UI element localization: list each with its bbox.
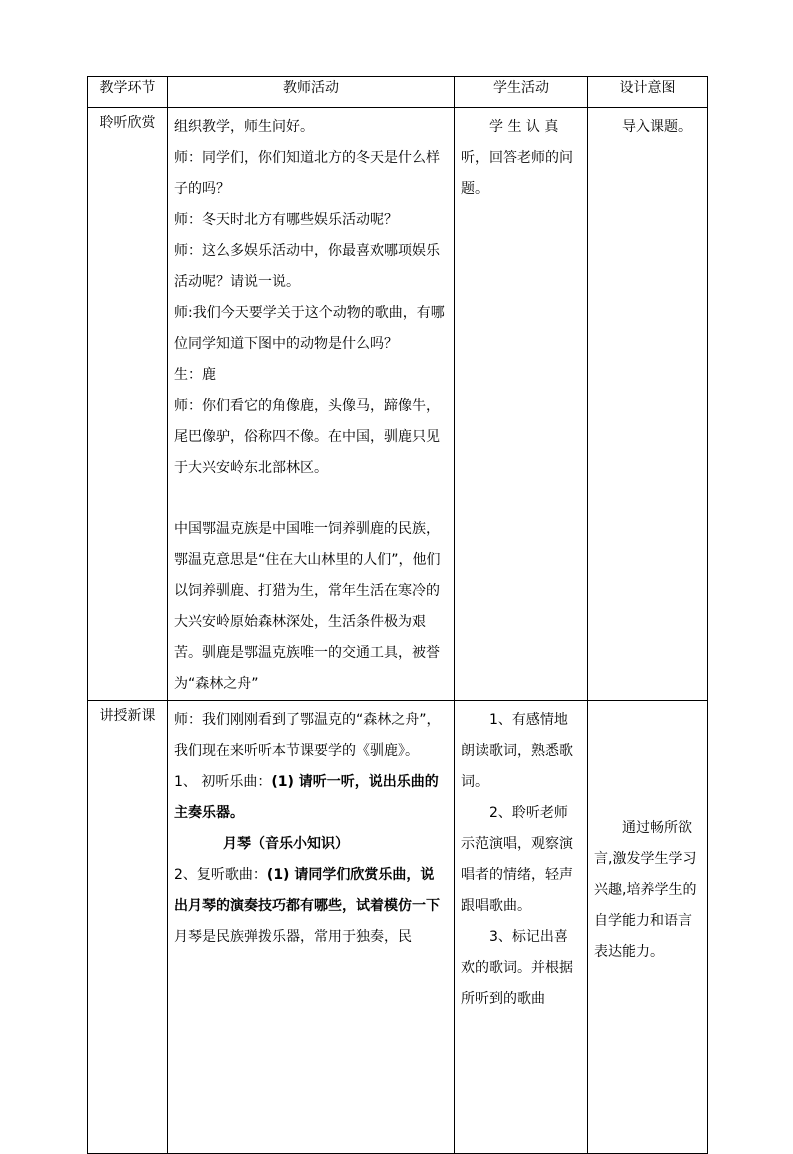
teacher-step-1 bbox=[174, 767, 448, 829]
header-teacher-activity: 教师活动 bbox=[168, 77, 455, 108]
table-header-row bbox=[88, 77, 708, 108]
lesson-plan-table bbox=[87, 76, 708, 1154]
intent-text: 通过畅所欲言,激发学生学习兴趣,培养学生的自学能力和语言表达能力。 bbox=[594, 820, 697, 960]
student-line: 1、有感情地朗读歌词，熟悉歌词。 bbox=[461, 712, 573, 790]
step-task: (1) 请同学们欣赏乐曲，说出月琴的演奏技巧都有哪些，试着模仿一下 bbox=[174, 867, 440, 914]
step-task: (1) 请听一听，说出乐曲的主奏乐器。 bbox=[174, 774, 439, 821]
header-student-activity: 学生活动 bbox=[455, 77, 588, 108]
student-activity-cell bbox=[455, 701, 588, 1154]
teacher-line: 组织教学，师生问好。 bbox=[174, 119, 314, 135]
teacher-activity-cell bbox=[168, 701, 455, 1154]
teacher-line: 师：同学们，你们知道北方的冬天是什么样子的吗？ bbox=[174, 150, 440, 197]
teacher-line: 师：这么多娱乐活动中，你最喜欢哪项娱乐活动呢？请说一说。 bbox=[174, 243, 440, 290]
teacher-line: 月琴是民族弹拨乐器，常用于独奏，民 bbox=[174, 929, 412, 945]
teacher-line: 生：鹿 bbox=[174, 367, 216, 383]
teacher-line: 师：冬天时北方有哪些娱乐活动呢？ bbox=[174, 212, 398, 228]
student-line: 2、聆听老师示范演唱，观察演唱者的情绪，轻声跟唱歌曲。 bbox=[461, 805, 573, 914]
teacher-subnote: 月琴（音乐小知识） bbox=[223, 836, 349, 852]
table-row bbox=[88, 701, 708, 1154]
teacher-step-2 bbox=[174, 860, 448, 922]
table-row bbox=[88, 108, 708, 701]
teacher-line: 中国鄂温克族是中国唯一饲养驯鹿的民族，鄂温克意思是“住在大山林里的人们”，他们以饲养驯鹿、打猎为生，常年生活在寒冷的大兴安岭原始森林深处，生活条件极为艰苦。驯鹿是鄂温克族唯一的交通工具，被誉为“森林之舟” bbox=[174, 521, 441, 692]
student-activity-cell: 学 生 认 真听，回答老师的问题。 bbox=[455, 108, 588, 701]
teacher-line: 师：我们刚刚看到了鄂温克的“森林之舟”，我们现在来听听本节课要学的《驯鹿》。 bbox=[174, 712, 441, 759]
teacher-activity-cell bbox=[168, 108, 455, 701]
teacher-line: 师：你们看它的角像鹿，头像马，蹄像牛，尾巴像驴，俗称四不像。在中国，驯鹿只见于大兴安岭东北部林区。 bbox=[174, 398, 440, 476]
header-stage: 教学环节 bbox=[88, 77, 168, 108]
blank-line bbox=[174, 484, 448, 514]
teacher-line: 师:我们今天要学关于这个动物的歌曲，有哪位同学知道下图中的动物是什么吗？ bbox=[174, 305, 445, 352]
header-design-intent: 设计意图 bbox=[588, 77, 708, 108]
student-line: 3、标记出喜欢的歌词。并根据所听到的歌曲 bbox=[461, 929, 573, 1007]
design-intent-cell: 导入课题。 bbox=[588, 108, 708, 701]
stage-cell: 讲授新课 bbox=[88, 701, 168, 1154]
step-prefix: 1、 初听乐曲： bbox=[174, 774, 272, 790]
design-intent-cell bbox=[588, 701, 708, 1154]
stage-cell: 聆听欣赏 bbox=[88, 108, 168, 701]
step-prefix: 2、复听歌曲： bbox=[174, 867, 267, 883]
